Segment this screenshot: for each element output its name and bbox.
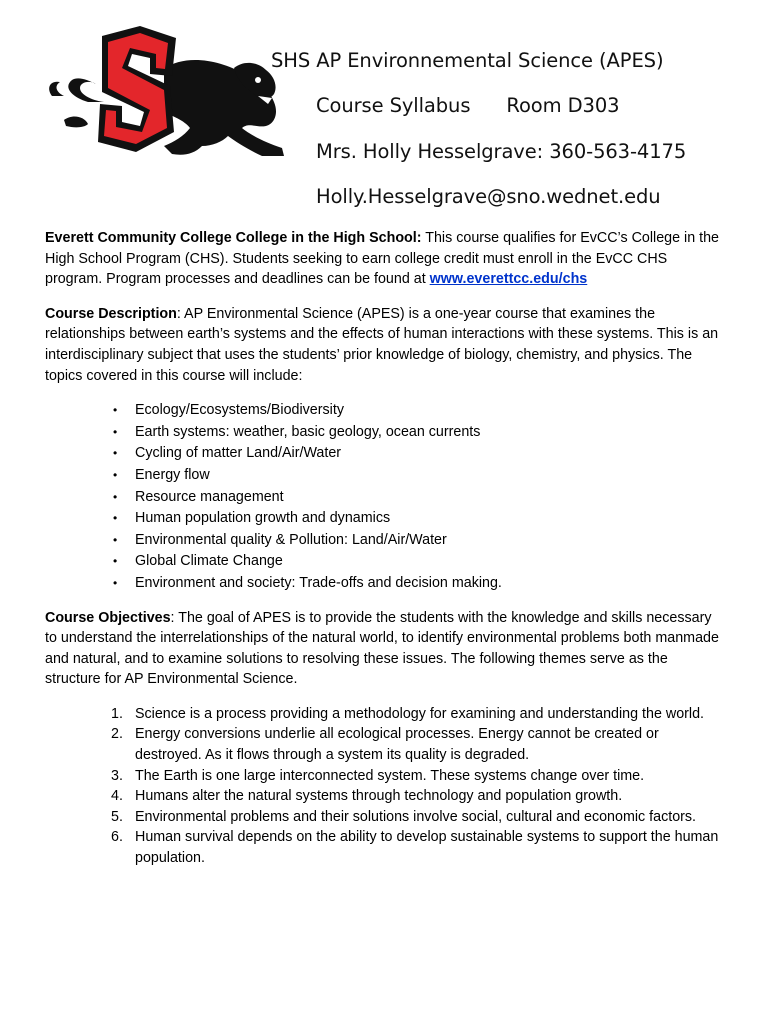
list-item: • Human population growth and dynamics	[45, 508, 725, 530]
list-item: 1. Science is a process providing a methodology for examining and understanding the world.	[111, 705, 705, 722]
bullet-icon: •	[113, 467, 118, 482]
list-item: 3. The Earth is one large interconnected system. These systems change over time.	[111, 767, 645, 784]
syllabus-room-line	[316, 94, 619, 117]
list-item: • Earth systems: weather, basic geology, ocean currents	[45, 422, 725, 444]
list-item: • Energy flow	[45, 465, 725, 487]
bullet-icon: •	[113, 511, 118, 526]
teacher-email: Holly.Hesselgrave@sno.wednet.edu	[316, 185, 661, 208]
list-item: • Environmental quality & Pollution: Land/Air/Water	[45, 530, 725, 552]
objectives-paragraph	[45, 608, 725, 690]
themes-list	[45, 704, 725, 869]
objectives-text: : The goal of APES is to provide the students with the knowledge and skills necessary to understand the interrelationships of the natural world, to identify environmental problems both manmade and natural, and to examine solutions to resolving these issues. The following themes serve as the structure for AP Environmental Science.	[45, 609, 719, 688]
chs-heading: Everett Community College College in the High School:	[45, 230, 422, 246]
bullet-icon: •	[113, 554, 118, 569]
chs-text: This course qualifies for EvCC’s College in the High School Program (CHS). Students seeking to earn college credit must enroll in the EvCC CHS program. Program processes and deadlines can be found at	[45, 230, 719, 288]
course-syllabus-label: Course Syllabus	[316, 94, 471, 117]
list-item: • Resource management	[45, 487, 725, 509]
chs-link[interactable]: www.everettcc.edu/chs	[429, 271, 588, 288]
list-item: • Global Climate Change	[45, 551, 725, 573]
objectives-heading: Course Objectives	[45, 609, 171, 626]
list-item: • Cycling of matter Land/Air/Water	[45, 443, 725, 465]
bullet-icon: •	[113, 575, 118, 590]
panther-tail	[68, 78, 104, 102]
chs-paragraph	[45, 228, 725, 290]
list-item: • Ecology/Ecosystems/Biodiversity	[45, 400, 725, 422]
school-logo	[44, 24, 289, 164]
logo-s-letter	[98, 26, 176, 152]
room-label: Room D303	[506, 94, 620, 117]
description-heading: Course Description	[45, 305, 177, 322]
topics-list	[45, 400, 725, 594]
list-item: • Environment and society: Trade-offs and decision making.	[45, 573, 725, 595]
list-item: 2. Energy conversions underlie all ecological processes. Energy cannot be created or destroyed. As it flows through a system its quality is degraded.	[111, 726, 659, 764]
list-item: 5. Environmental problems and their solutions involve social, cultural and economic factors.	[111, 808, 697, 825]
bullet-icon: •	[113, 446, 118, 461]
description-paragraph	[45, 304, 725, 386]
bullet-icon: •	[113, 424, 118, 439]
list-item: 4. Humans alter the natural systems through technology and population growth.	[111, 788, 623, 805]
bullet-icon: •	[113, 532, 118, 547]
bullet-icon: •	[113, 403, 118, 418]
list-item: 6. Human survival depends on the ability to develop sustainable systems to support the human population.	[111, 829, 719, 867]
teacher-contact: Mrs. Holly Hesselgrave: 360-563-4175	[316, 140, 687, 163]
syllabus-body	[45, 228, 725, 869]
course-title: SHS AP Environnemental Science (APES)	[271, 49, 664, 72]
bullet-icon: •	[113, 489, 118, 504]
description-text: : AP Environmental Science (APES) is a one-year course that examines the relationships between earth’s systems and the effects of human interactions with these systems. This is an interdisciplinary subject that uses the students’ prior knowledge of biology, chemistry, and physics. The topics covered in this course will include:	[45, 305, 719, 384]
